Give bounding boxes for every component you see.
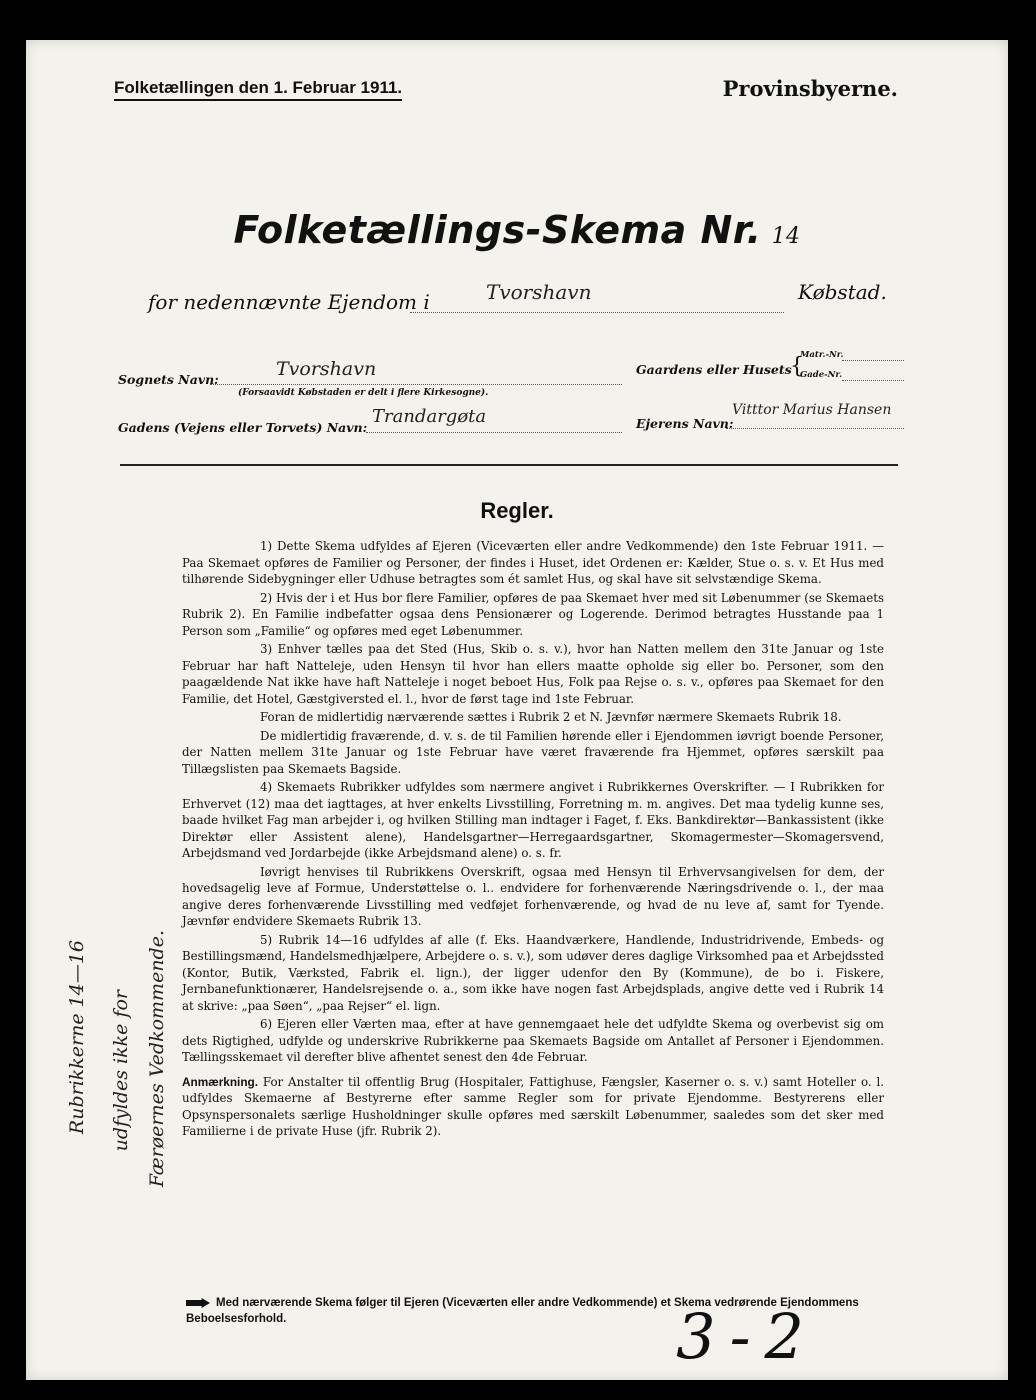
note-label: Anmærkning. — [182, 1074, 259, 1089]
note-text: For Anstalter til offentlig Brug (Hospitaler, Fattighuse, Fængsler, Kaserner o. s. v.) samt Hoteller o. l. udfyldes Skemaerne af Bestyrerne efter samme Regler som for private Ejendomme. Bestyrerens eller Opsynspersonalets særlige Husholdninger skulle opføres med særskilt Løbenummer, saaledes som det sker med Familierne i de private Huse (jfr. Rubrik 2). — [182, 1074, 884, 1138]
form-title — [26, 208, 1008, 252]
header-divider — [120, 464, 898, 466]
farm-label: Gaardens eller Husets — [636, 362, 792, 377]
street-label: Gadens (Vejens eller Torvets) Navn: — [118, 420, 368, 435]
matr-field-line — [842, 360, 904, 361]
footer-text: Med nærværende Skema følger til Ejeren (Viceværten eller andre Vedkommende) et Skema vedrørende Ejendommens Beboelsesforhold. — [186, 1297, 859, 1325]
gade-field-line — [842, 380, 904, 381]
rule-paragraph: Foran de midlertidig nærværende sættes i Rubrik 2 et N. Jævnfør nærmere Skemaets Rubrik 18. — [260, 710, 842, 724]
rules-heading: Regler. — [480, 498, 554, 523]
parish-label: Sognets Navn: — [118, 372, 219, 387]
matr-label: Matr.-Nr. — [800, 350, 844, 360]
rule-paragraph: 1) Dette Skema udfyldes af Ejeren (Viceværten eller andre Vedkommende) den 1ste Februar 1911. — Paa Skemaet opføres de Familier og Personer, der findes i Huset, idet Ordenen er: Kælder, Stue o. s. v. Et Hus med tilhørende Sidebygninger eller Udhuse betragtes som ét samlet Hus, og skal have sit selvstændige Skema. — [182, 539, 884, 586]
rule-paragraph: 5) Rubrik 14—16 udfyldes af alle (f. Eks. Haandværkere, Handlende, Industridrivende, Embeds- og Bestillingsmænd, Handelsmedhjælpere, Arbejdere o. s. v.), som udøver deres daglige Virksomhed paa et Arbejdssted (Kontor, Butik, Værksted, Fabrik el. lign.), der ligger udenfor den By (Kommune), de bo i. Fiskere, Jernbanefunktionærer, Handelsrejsende o. a., som ikke have nogen fast Arbejdsplads, angive dette ved i Rubrik 14 at skrive: „paa Søen“, „paa Rejser“ el. lign. — [182, 932, 884, 1013]
owner-field-line — [726, 428, 904, 429]
rule-paragraph: 3) Enhver tælles paa det Sted (Hus, Skib o. s. v.), hvor han Natten mellem den 31te Januar og 1ste Februar har haft Natteleje, uden Hensyn til hvor han ellers maatte opholde sig eller bo. Personer, som den paagældende Nat ikke have haft Natteleje i noget beboet Hus, Folk paa Rejse o. s. v., opføres paa Skemaet for den Familie, det Hotel, Gæstgiversted el. l., hvor de først tage ind 1ste Februar. — [182, 642, 884, 706]
margin-note-line2: udfyldes ikke for — [110, 990, 132, 1152]
pointing-arrow-icon — [186, 1298, 210, 1308]
property-label: for nedennævnte Ejendom i — [148, 290, 430, 314]
form-title-text: Folketællings-Skema Nr. — [233, 208, 762, 252]
town-field-line — [410, 312, 784, 313]
rule-paragraph: 4) Skemaets Rubrikker udfyldes som nærmere angivet i Rubrikkernes Overskrifter. — I Rubrikken for Erhvervet (12) maa det iagttages, at hver enkelts Livsstilling, Forretning m. m. angives. Det maa tydelig kunne ses, baade hvilket Fag man arbejder i, og hvilken Stilling man indtager i Faget, f. Eks. Bankdirektør—Bankassistent (ikke Direktør eller Assistent alene), Handelsgartner—Herregaardsgartner, Skomagermester—Skomagersvend, Arbejdsmand ved Jordarbejde (ikke Arbejdsmand alene) o. s. fr. — [182, 780, 884, 860]
margin-note-line1: Rubrikkerne 14—16 — [66, 940, 88, 1135]
rule-paragraph: 6) Ejeren eller Værten maa, efter at have gennemgaaet hele det udfyldte Skema og overbevist sig om dets Rigtighed, udfylde og underskrive Rubrikkerne paa Skemaets Bagside om Antallet af Personer i Ejendommen. Tællingsskemaet vil derefter blive afhentet senest den 4de Februar. — [182, 1017, 884, 1064]
gade-label: Gade-Nr. — [800, 370, 843, 380]
rule-note — [182, 1074, 884, 1140]
parish-note: (Forsaavidt Købstaden er delt i flere Kirkesogne). — [238, 388, 489, 398]
schema-number: 14 — [771, 224, 801, 249]
rule-paragraph: Iøvrigt henvises til Rubrikkens Overskrift, ogsaa med Hensyn til Erhvervsangivelsen for dem, der hovedsagelig leve af Formue, Understøttelse o. l.. endvidere for forhenværende Næringsdrivende o. l., der maa angive deres forhenværende Livsstilling med vedføjet forhenværende, og hvad de nu leve af, samt for Tyende. Jævnfør endvidere Skemaets Rubrik 13. — [182, 864, 884, 928]
rules-text — [182, 538, 884, 1142]
handwritten-page-number: 3-2 — [676, 1300, 818, 1373]
brace-icon: { — [790, 354, 804, 379]
town-value: Tvorshavn — [486, 280, 592, 304]
street-field-line — [366, 432, 622, 433]
town-suffix: Købstad. — [798, 280, 887, 304]
rule-paragraph: 2) Hvis der i et Hus bor flere Familier, opføres de paa Skemaet hver med sit Løbenummer (se Skemaets Rubrik 2). En Familie indbefatter ogsaa dens Pensionærer og Logerende. Derimod betragtes Husstande paa 1 Person som „Familie“ og opføres med eget Løbenummer. — [182, 590, 884, 638]
street-value: Trandargøta — [372, 406, 487, 427]
census-title: Folketællingen den 1. Februar 1911. — [114, 78, 402, 101]
region-title: Provinsbyerne. — [722, 76, 898, 101]
margin-note-line3: Færøernes Vedkommende. — [146, 930, 168, 1188]
census-form-page — [26, 40, 1008, 1380]
parish-value: Tvorshavn — [276, 358, 377, 380]
owner-value: Vitttor Marius Hansen — [732, 402, 892, 418]
rule-paragraph: De midlertidig fraværende, d. v. s. de til Familien hørende eller i Ejendommen iøvrigt boende Personer, der Natten mellem 31te Januar og 1ste Februar have været fraværende fra Hjemmet, opføres særskilt paa Tillægslisten paa Skemaets Bagside. — [182, 728, 884, 776]
parish-field-line — [210, 384, 622, 385]
owner-label: Ejerens Navn: — [636, 416, 734, 431]
